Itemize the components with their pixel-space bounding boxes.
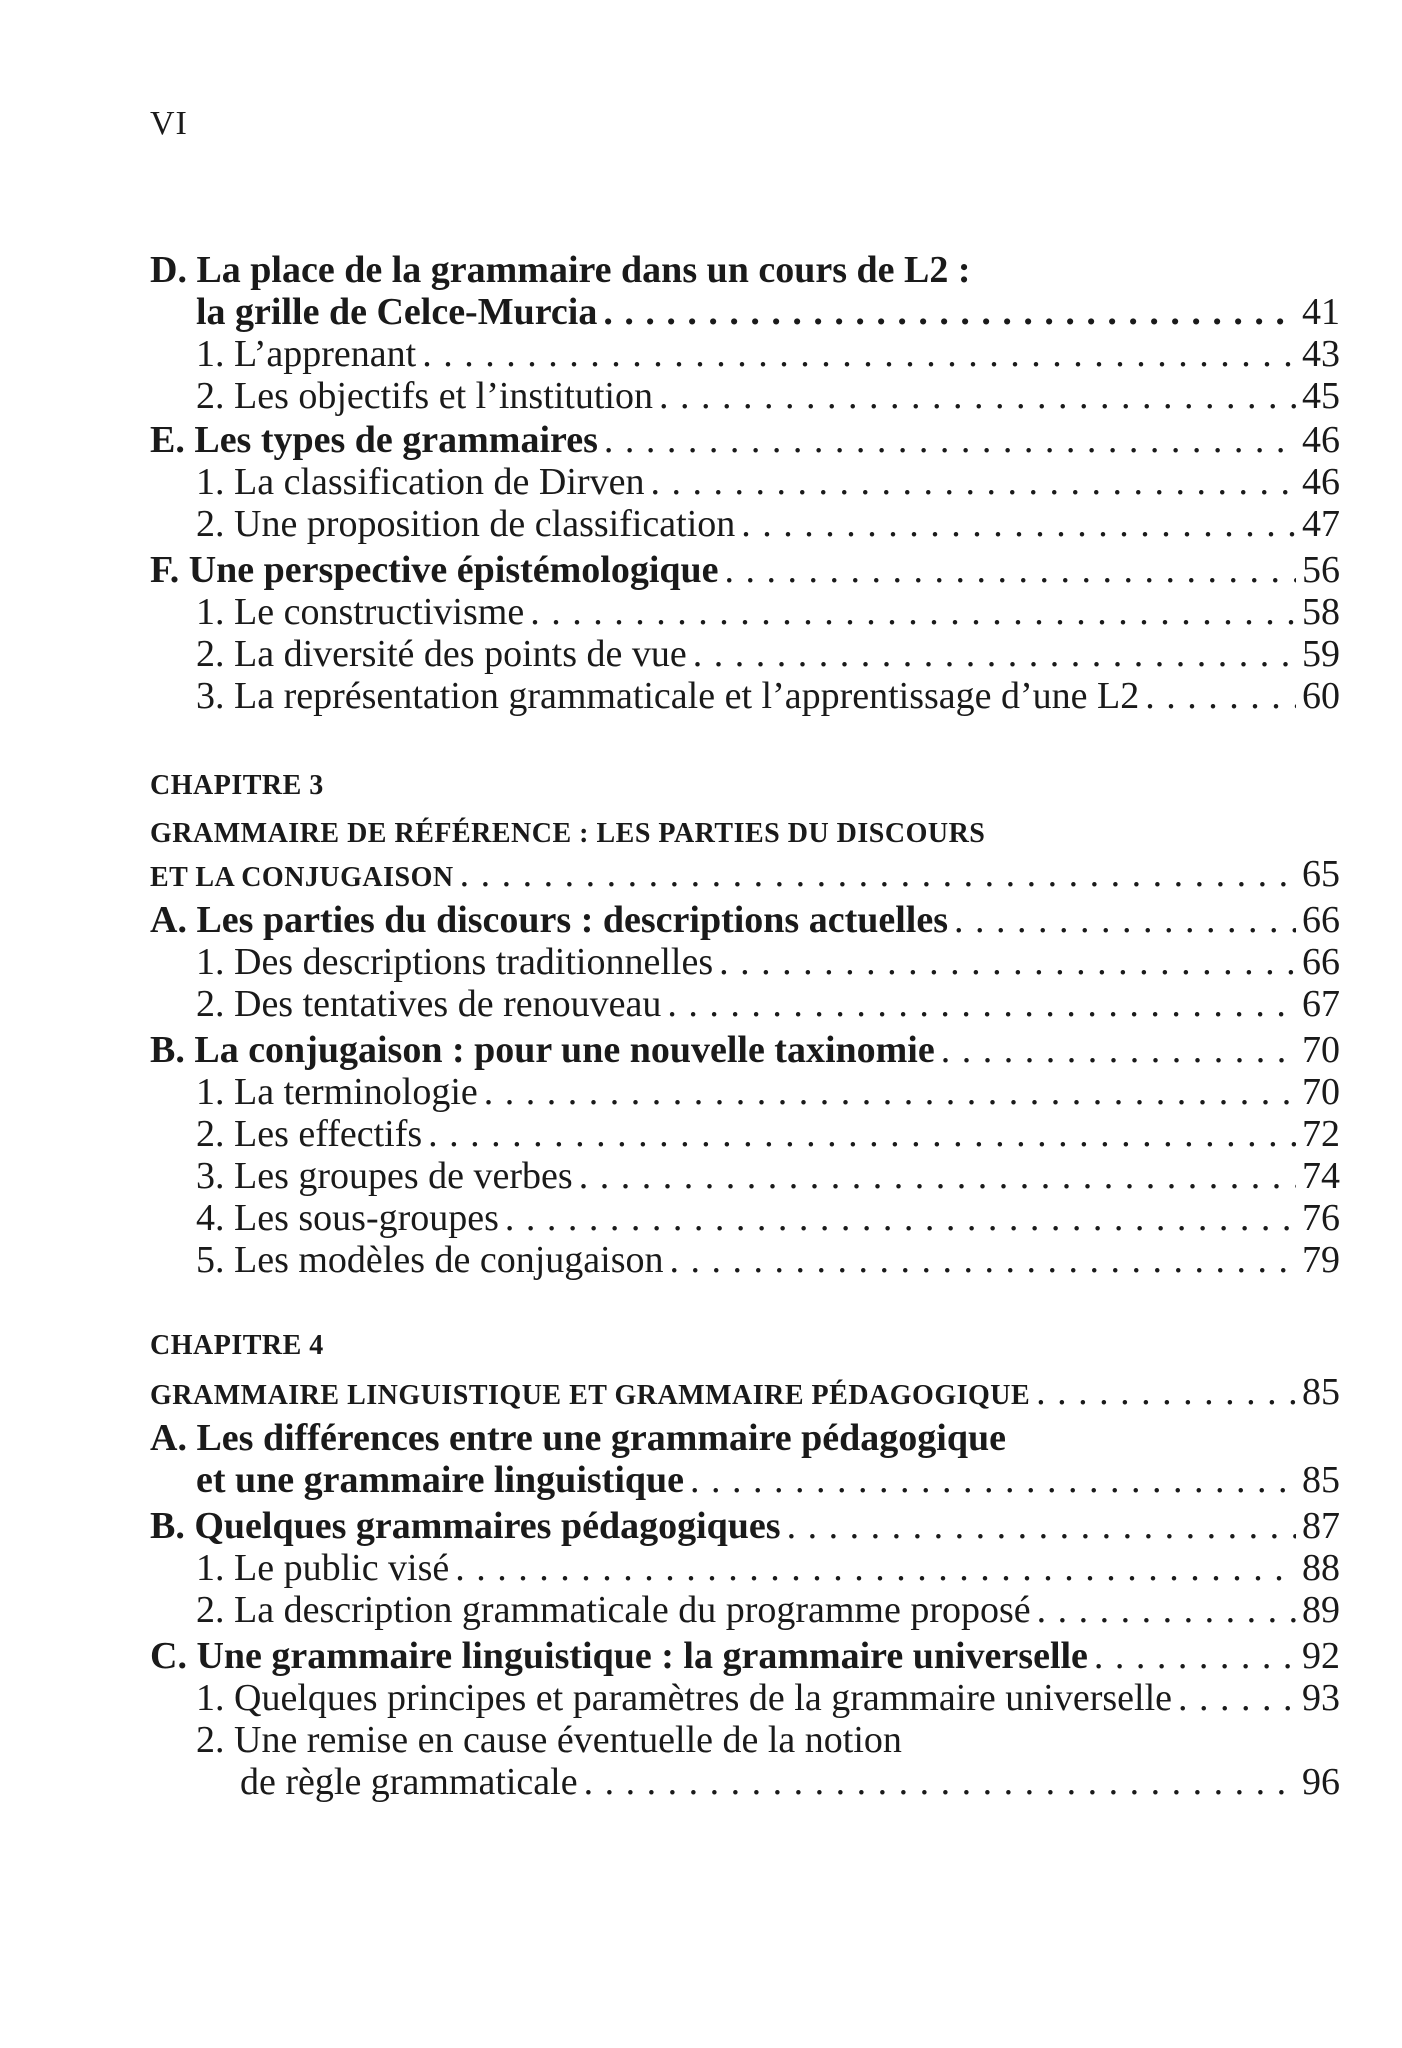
leader-dots [604, 418, 1296, 462]
leader-dots [579, 1154, 1296, 1198]
toc-item [150, 982, 1340, 1026]
toc-page: 85 [1302, 1459, 1340, 1501]
toc-label: 1. La terminologie [196, 1071, 478, 1113]
leader-dots [455, 1546, 1296, 1590]
toc-label: 1. Quelques principes et paramètres de la grammaire universelle [196, 1677, 1172, 1719]
toc-label: 4. Les sous-groupes [196, 1197, 499, 1239]
toc-label: 3. La représentation grammaticale et l’apprentissage d’une L2 [196, 675, 1140, 717]
toc-item [150, 674, 1340, 718]
leader-dots [741, 502, 1296, 546]
toc-page: 60 [1302, 675, 1340, 717]
leader-dots [530, 590, 1296, 634]
toc-page: 67 [1302, 983, 1340, 1025]
toc-page: 66 [1302, 941, 1340, 983]
toc-item [150, 1546, 1340, 1590]
leader-dots [670, 1238, 1296, 1282]
leader-dots [1145, 674, 1296, 718]
toc-page: 46 [1302, 461, 1340, 503]
toc-page: 96 [1302, 1761, 1340, 1803]
leader-dots [505, 1196, 1296, 1240]
toc-label: 3. Les groupes de verbes [196, 1155, 573, 1197]
toc-ch4-section-a [150, 1458, 1340, 1502]
toc-item [150, 1238, 1340, 1282]
toc-page: 72 [1302, 1113, 1340, 1155]
toc-page: 89 [1302, 1589, 1340, 1631]
toc-section-d-line1: D. La place de la grammaire dans un cours de L2 : [150, 249, 971, 291]
toc-item [150, 332, 1340, 376]
toc-page: 70 [1302, 1029, 1340, 1071]
toc-page: 88 [1302, 1547, 1340, 1589]
page-number: VI [150, 105, 188, 142]
toc-page: 47 [1302, 503, 1340, 545]
toc-section-f [150, 548, 1340, 592]
toc-page: 74 [1302, 1155, 1340, 1197]
toc-page: 66 [1302, 899, 1340, 941]
toc-ch4-section-a-line1: A. Les différences entre une grammaire pédagogique [150, 1417, 1006, 1459]
leader-dots [1036, 1370, 1296, 1414]
toc-ch4-section-c [150, 1634, 1340, 1678]
leader-dots [484, 1070, 1296, 1114]
toc-page: 79 [1302, 1239, 1340, 1281]
toc-item [150, 460, 1340, 504]
toc-page: 59 [1302, 633, 1340, 675]
toc-item [150, 374, 1340, 418]
toc-item [150, 1588, 1340, 1632]
toc-chapter4 [150, 1370, 1340, 1418]
toc-ch3-section-b [150, 1028, 1340, 1072]
toc-item-line1: 2. Une remise en cause éventuelle de la notion [196, 1719, 902, 1761]
toc-label: 1. La classification de Dirven [196, 461, 645, 503]
chapter-title-line1: GRAMMAIRE DE RÉFÉRENCE : LES PARTIES DU DISCOURS [150, 818, 986, 849]
toc-label: B. La conjugaison : pour une nouvelle taxinomie [150, 1029, 935, 1071]
toc-label: 2. Les effectifs [196, 1113, 423, 1155]
toc-page: 43 [1302, 333, 1340, 375]
toc-label: 1. Le constructivisme [196, 591, 525, 633]
toc-label: 2. La description grammaticale du programme proposé [196, 1589, 1031, 1631]
toc-label: la grille de Celce-Murcia [196, 291, 598, 333]
toc-ch4-section-b [150, 1504, 1340, 1548]
leader-dots [584, 1760, 1296, 1804]
toc-page: 41 [1302, 291, 1340, 333]
leader-dots [693, 632, 1296, 676]
toc-label: E. Les types de grammaires [150, 419, 598, 461]
leader-dots [428, 1112, 1296, 1156]
leader-dots [667, 982, 1296, 1026]
toc-section-e [150, 418, 1340, 462]
toc-page: 93 [1302, 1677, 1340, 1719]
toc-page: 92 [1302, 1635, 1340, 1677]
toc-label: 1. L’apprenant [196, 333, 417, 375]
leader-dots [941, 1028, 1296, 1072]
chapter-title-line2: ET LA CONJUGAISON [150, 862, 454, 893]
toc-label: F. Une perspective épistémologique [150, 549, 719, 591]
toc-chapter3 [150, 852, 1340, 900]
toc-label: B. Quelques grammaires pédagogiques [150, 1505, 781, 1547]
toc-item [150, 1196, 1340, 1240]
toc-item [150, 1676, 1340, 1720]
leader-dots [422, 332, 1296, 376]
toc-section-d [150, 290, 1340, 334]
toc-label: 1. Des descriptions traditionnelles [196, 941, 714, 983]
toc-page: 45 [1302, 375, 1340, 417]
toc-page: 56 [1302, 549, 1340, 591]
toc-item [150, 1112, 1340, 1156]
toc-label: A. Les parties du discours : descriptions actuelles [150, 899, 948, 941]
toc-page: 76 [1302, 1197, 1340, 1239]
leader-dots [650, 460, 1296, 504]
leader-dots [787, 1504, 1296, 1548]
toc-item [150, 590, 1340, 634]
toc-item [150, 1760, 1340, 1804]
toc-page: 87 [1302, 1505, 1340, 1547]
leader-dots [460, 852, 1296, 896]
toc-item [150, 940, 1340, 984]
toc-label: 2. Des tentatives de renouveau [196, 983, 662, 1025]
leader-dots [659, 374, 1296, 418]
toc-label: 2. La diversité des points de vue [196, 633, 687, 675]
leader-dots [690, 1458, 1296, 1502]
leader-dots [954, 898, 1296, 942]
leader-dots [725, 548, 1296, 592]
toc-item [150, 1070, 1340, 1114]
chapter-title: GRAMMAIRE LINGUISTIQUE ET GRAMMAIRE PÉDAGOGIQUE [150, 1380, 1031, 1411]
leader-dots [1178, 1676, 1296, 1720]
toc-ch3-section-a [150, 898, 1340, 942]
toc-page: 65 [1302, 853, 1340, 895]
toc-page: 85 [1302, 1371, 1340, 1413]
toc-label: 2. Les objectifs et l’institution [196, 375, 653, 417]
toc-label: 1. Le public visé [196, 1547, 450, 1589]
toc-item [150, 1154, 1340, 1198]
toc-label: et une grammaire linguistique [196, 1459, 685, 1501]
toc-label: 5. Les modèles de conjugaison [196, 1239, 664, 1281]
leader-dots [1037, 1588, 1296, 1632]
chapter-label: CHAPITRE 3 [150, 770, 324, 801]
toc-page: 58 [1302, 591, 1340, 633]
toc-page: 46 [1302, 419, 1340, 461]
toc-label: de règle grammaticale [240, 1761, 578, 1803]
toc-page: 70 [1302, 1071, 1340, 1113]
toc-label: C. Une grammaire linguistique : la grammaire universelle [150, 1635, 1088, 1677]
chapter-label: CHAPITRE 4 [150, 1330, 324, 1361]
toc-item [150, 632, 1340, 676]
leader-dots [1094, 1634, 1296, 1678]
toc-label: 2. Une proposition de classification [196, 503, 736, 545]
toc-item [150, 502, 1340, 546]
leader-dots [719, 940, 1296, 984]
leader-dots [603, 290, 1296, 334]
